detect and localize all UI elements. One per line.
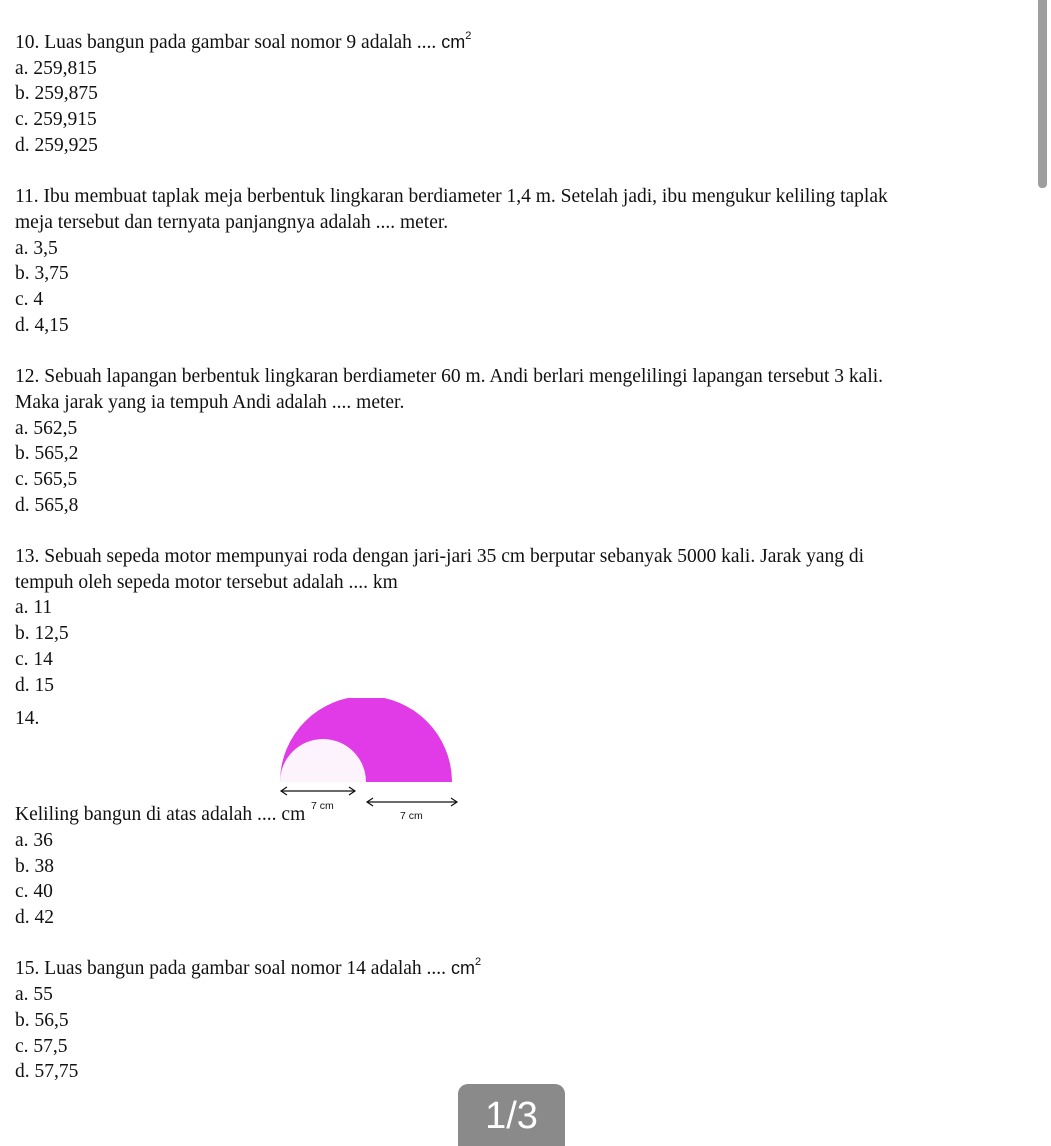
- option-b: b. 12,5: [15, 623, 69, 645]
- dimension-label-right: 7 cm: [400, 810, 423, 821]
- document-page: [15, 30, 1025, 1085]
- option-c: c. 14: [15, 648, 53, 670]
- option-a: a. 562,5: [15, 417, 78, 439]
- option-c: c. 57,5: [15, 1035, 68, 1057]
- option-b: b. 259,875: [15, 83, 98, 105]
- question-stem-line-2: meja tersebut dan ternyata panjangnya adalah .... meter.: [15, 211, 449, 233]
- question-10: [15, 30, 1025, 159]
- scrollbar-thumb[interactable]: [1038, 0, 1047, 188]
- question-15: [15, 956, 1025, 1085]
- dimension-label-left: 7 cm: [311, 800, 334, 813]
- dimension-arrow-left: [281, 787, 355, 795]
- option-c: c. 565,5: [15, 468, 78, 490]
- option-b: b. 3,75: [15, 263, 69, 285]
- option-a: a. 11: [15, 597, 53, 619]
- question-stem: 10. Luas bangun pada gambar soal nomor 9 adalah .... $cm^2$: [15, 30, 472, 53]
- question-stem-line-2: Maka jarak yang ia tempuh Andi adalah .... meter.: [15, 391, 405, 413]
- option-d: d. 42: [15, 907, 54, 929]
- option-b: b. 38: [15, 855, 54, 877]
- question-11: [15, 184, 1025, 338]
- question-14: [15, 698, 1025, 931]
- option-d: d. 259,925: [15, 134, 98, 156]
- option-d: d. 565,8: [15, 494, 79, 516]
- question-stem-line-1: 11. Ibu membuat taplak meja berbentuk lingkaran berdiameter 1,4 m. Setelah jadi, ibu mengukur keliling taplak: [15, 186, 888, 208]
- option-c: c. 4: [15, 289, 44, 311]
- option-d: d. 4,15: [15, 314, 69, 336]
- question-stem: Keliling bangun di atas adalah .... cm: [15, 804, 306, 826]
- option-d: d. 57,75: [15, 1061, 79, 1083]
- question-stem: 15. Luas bangun pada gambar soal nomor 14 adalah .... $cm^2$: [15, 956, 482, 980]
- question-12: [15, 364, 1025, 518]
- option-a: a. 3,5: [15, 237, 58, 259]
- option-d: d. 15: [15, 674, 54, 696]
- page-indicator: 1/3: [458, 1084, 565, 1146]
- option-a: a. 259,815: [15, 57, 97, 79]
- question-13: [15, 544, 1025, 698]
- option-a: a. 36: [15, 829, 53, 851]
- option-b: b. 56,5: [15, 1009, 69, 1031]
- dimension-arrow-right: [367, 798, 457, 806]
- option-c: c. 259,915: [15, 109, 97, 131]
- question-number: 14.: [15, 708, 40, 730]
- question-stem-line-2: tempuh oleh sepeda motor tersebut adalah .... km: [15, 571, 398, 593]
- question-stem-line-1: 12. Sebuah lapangan berbentuk lingkaran berdiameter 60 m. Andi berlari mengelilingi lapangan tersebut 3 kali.: [15, 366, 884, 388]
- option-c: c. 40: [15, 881, 53, 903]
- half-annulus-figure: [15, 698, 485, 820]
- option-a: a. 55: [15, 984, 53, 1006]
- option-b: b. 565,2: [15, 443, 79, 465]
- question-stem-line-1: 13. Sebuah sepeda motor mempunyai roda dengan jari-jari 35 cm berputar sebanyak 5000 kali. Jarak yang di: [15, 546, 865, 568]
